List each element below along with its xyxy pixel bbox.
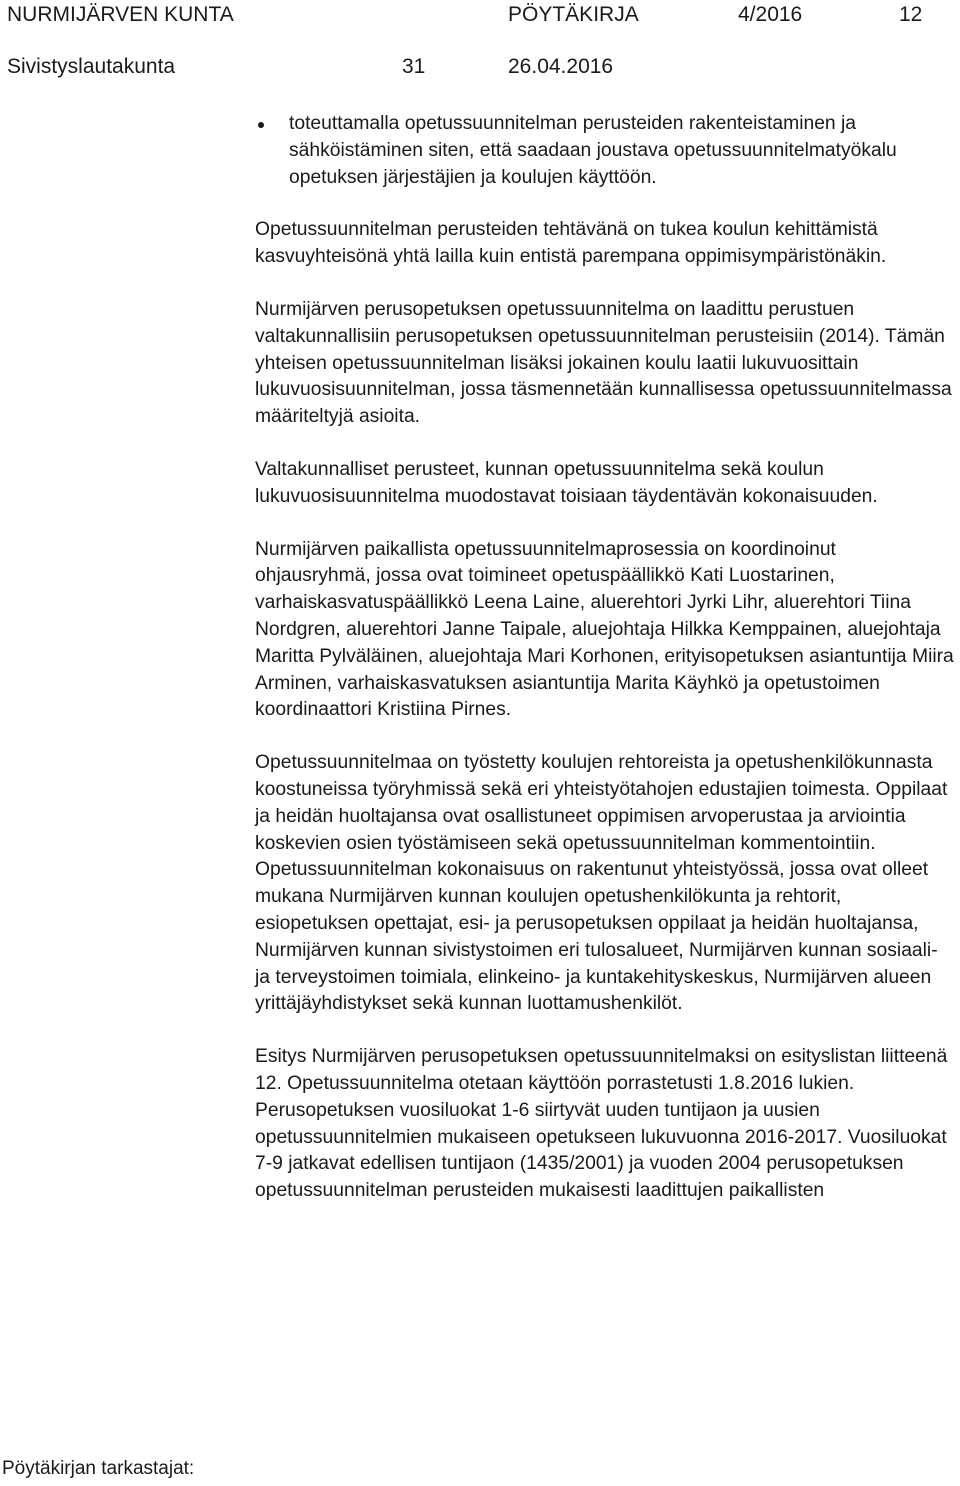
bullet-text: toteuttamalla opetussuunnitelman perusteiden rakenteistaminen ja sähköistäminen siten, että saadaan joustava opetussuunnitelmatyökalu opetuksen järjestäjien ja koulujen käyttöön. [289, 113, 897, 188]
meeting-date: 26.04.2016 [508, 55, 614, 78]
paragraph: Esitys Nurmijärven perusopetuksen opetussuunnitelmaksi on esityslistan liitteenä 12. Opetussuunnitelma otetaan käyttöön porrastetusti 1.8.2016 lukien. Perusopetuksen vuosiluokat 1-6 siirtyvät uuden tuntijaon ja uusien opetussuunnitelmien mukaiseen opetukseen lukuvuonna 2016-2017. Vuosiluokat 7-9 jatkavat edellisen tuntijaon (1435/2001) ja vuoden 2004 perusopetuksen opetussuunnitelman perusteiden mukaisesti laadittujen paikallisten [255, 1046, 948, 1202]
document-number: 4/2016 [738, 3, 803, 26]
document-type: PÖYTÄKIRJA [508, 3, 639, 26]
paragraph: Opetussuunnitelman perusteiden tehtävänä on tukea koulun kehittämistä kasvuyhteisönä yhtä lailla kuin entistä parempana oppimisympäristönäkin. [255, 219, 887, 268]
paragraph: Opetussuunnitelmaa on työstetty koulujen rehtoreista ja opetushenkilökunnasta koostuneissa työryhmissä sekä eri yhteistyötahojen edustajien toimesta. Oppilaat ja heidän huoltajansa ovat osallistuneet oppimisen arvoperustaa ja arviointia koskevien osien työstämiseen sekä opetussuunnitelman kommentointiin. Opetussuunnitelman kokonaisuus on rakentunut yhteistyössä, jossa ovat olleet mukana Nurmijärven kunnan koulujen opetushenkilökunta ja rehtorit, esiopetuksen opettajat, esi- ja perusopetuksen oppilaat ja heidän huoltajansa, Nurmijärven kunnan sivistystoimen eri tulosalueet, Nurmijärven kunnan sosiaali- ja terveystoimen toimiala, elinkeino- ja kuntakehityskeskus, Nurmijärven alueen yrittäjäyhdistykset sekä kunnan luottamushenkilöt. [255, 752, 948, 1015]
paragraph: Valtakunnalliset perusteet, kunnan opetussuunnitelma sekä koulun lukuvuosisuunnitelma muodostavat toisiaan täydentävän kokonaisuuden. [255, 458, 878, 507]
paragraph: Nurmijärven perusopetuksen opetussuunnitelma on laadittu perustuen valtakunnallisiin perusopetuksen opetussuunnitelman perusteisiin (2014). Tämän yhteisen opetussuunnitelman lisäksi jokainen koulu laatii lukuvuosittain lukuvuosisuunnitelman, jossa täsmennetään kunnallisessa opetussuunnitelmassa määriteltyjä asioita. [255, 298, 952, 428]
document-body [255, 111, 955, 1231]
paragraph: Nurmijärven paikallista opetussuunnitelmaprosessia on koordinoinut ohjausryhmä, jossa ovat toimineet opetuspäällikkö Kati Luostarinen, varhaiskasvatuspäällikkö Leena Laine, aluerehtori Jyrki Lihr, aluerehtori Tiina Nordgren, aluerehtori Janne Taipale, aluejohtaja Hilkka Kemppainen, aluejohtaja Maritta Pylväläinen, aluejohtaja Mari Korhonen, erityisopetuksen asiantuntija Miira Arminen, varhaiskasvatuksen asiantuntija Marita Käyhkö ja opetustoimen koordinaattori Kristiina Pirnes. [255, 538, 954, 721]
bullet-icon [258, 122, 264, 128]
page-number: 12 [899, 3, 923, 26]
section-number: 31 [402, 55, 426, 78]
minutes-reviewers-label: Pöytäkirjan tarkastajat: [2, 1458, 195, 1479]
bullet-list-item [255, 111, 955, 191]
committee-name: Sivistyslautakunta [7, 55, 176, 78]
organization-name: NURMIJÄRVEN KUNTA [7, 3, 234, 26]
